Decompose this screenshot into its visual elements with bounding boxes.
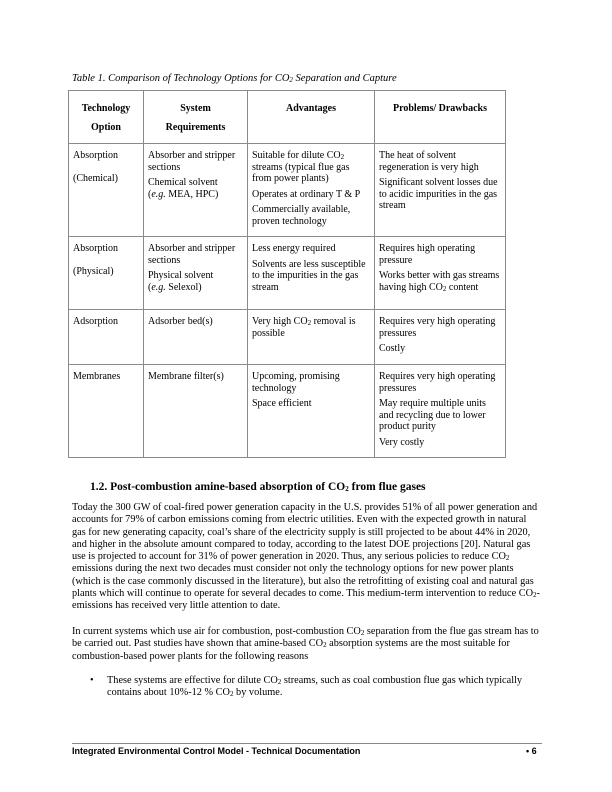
footer-divider <box>72 743 542 744</box>
cell-problems: Requires high operating pressure Works better with gas streams having high $CO_2$ content <box>375 237 506 310</box>
table-caption: Table 1. Comparison of Technology Options for $CO_2$ Separation and Capture <box>72 73 397 84</box>
table-row <box>69 365 506 458</box>
bullet-text: These systems are effective for dilute $CO_2$ streams, such as coal combustion flue gas which typically contains about 10%-12 % $CO_2$ by volume. <box>107 675 523 699</box>
body-paragraph: Today the 300 GW of coal-fired power generation capacity in the U.S. provides 51% of all power generation and accounts for 79% of carbon emissions coming from electric utilities. Even with the expected growth in natural gas for new generating capacity, coal’s share of the electricity supply is still projected to be about 44% in 2020, and higher in the absolute amount compared to today, according to the latest DOE projections [20]. Natural gas use is projected to account for 31% of power generation in 2020. Thus, any serious policies to reduce $CO_2$ emissions during the next two decades must consider not only the technology options for new power plants (which is the case commonly discussed in the literature), but also the retrofitting of existing coal and natural gas plants which will continue to operate for several decades to come. This medium-term intervention to reduce $CO_2$-emissions has received very little attention to date. <box>72 502 540 612</box>
header-problems: Problems/ Drawbacks <box>375 91 506 144</box>
bullet-icon: • <box>90 675 94 686</box>
cell-problems: The heat of solvent regeneration is very high Significant solvent losses due to acidic impurities in the gas stream <box>375 144 506 237</box>
table-row <box>69 310 506 365</box>
section-heading: 1.2. Post-combustion amine-based absorption of $CO_2$ from flue gases <box>90 481 426 493</box>
header-advantages: Advantages <box>248 91 375 144</box>
table-row <box>69 237 506 310</box>
footer-title: Integrated Environmental Control Model - Technical Documentation <box>72 746 361 756</box>
header-system-requirements: System Requirements <box>144 91 248 144</box>
comparison-table <box>68 90 506 458</box>
cell-advantages: Less energy required Solvents are less susceptible to the impurities in the gas stream <box>248 237 375 310</box>
cell-advantages: Upcoming, promising technology Space efficient <box>248 365 375 458</box>
cell-option: Adsorption <box>69 310 144 365</box>
cell-option: Absorption (Physical) <box>69 237 144 310</box>
table-header-row <box>69 91 506 144</box>
table-row <box>69 144 506 237</box>
body-paragraph: In current systems which use air for combustion, post-combustion $CO_2$ separation from the flue gas stream has to be carried out. Past studies have shown that amine-based $CO_2$ absorption systems are the most suitable for combustion-based power plants for the following reasons <box>72 626 539 662</box>
header-technology-option: Technology Option <box>69 91 144 144</box>
cell-advantages: Very high $CO_2$ removal is possible <box>248 310 375 365</box>
cell-option: Absorption (Chemical) <box>69 144 144 237</box>
page-number: • 6 <box>526 746 537 756</box>
cell-problems: Requires very high operating pressures Costly <box>375 310 506 365</box>
cell-option: Membranes <box>69 365 144 458</box>
cell-requirements: Absorber and stripper sections Physical solvent (e.g. Selexol) <box>144 237 248 310</box>
cell-problems: Requires very high operating pressures May require multiple units and recycling due to lower product purity Very costly <box>375 365 506 458</box>
cell-advantages: Suitable for dilute $CO_2$ streams (typical flue gas from power plants) Operates at ordinary T & P Commercially available, proven technology <box>248 144 375 237</box>
cell-requirements: Membrane filter(s) <box>144 365 248 458</box>
cell-requirements: Adsorber bed(s) <box>144 310 248 365</box>
cell-requirements: Absorber and stripper sections Chemical solvent (e.g. MEA, HPC) <box>144 144 248 237</box>
